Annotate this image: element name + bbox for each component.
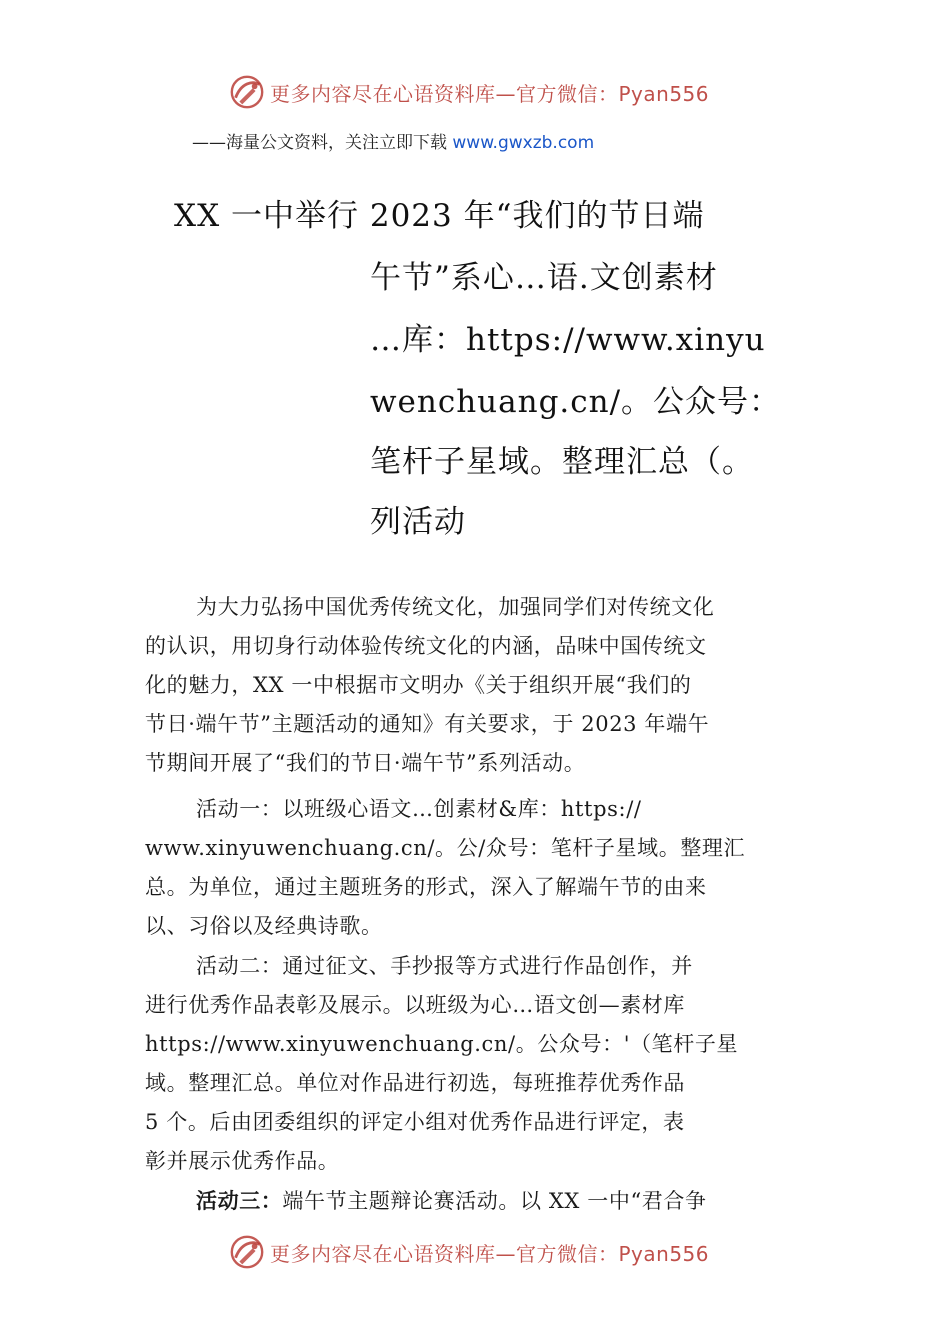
header-banner-text: 更多内容尽在心语资料库—官方微信：Pyan556 [270,81,710,106]
footer-banner-text: 更多内容尽在心语资料库—官方微信：Pyan556 [270,1241,710,1266]
paragraph3-line-4: 域。整理汇总。单位对作品进行初选，每班推荐优秀作品 [145,1071,685,1095]
paragraph1-line-1: 为大力弘扬中国优秀传统文化，加强同学们对传统文化 [196,595,715,619]
paragraph3-line-6: 彰并展示优秀作品。 [145,1149,340,1173]
paragraph3-line-5: 5 个。后由团委组织的评定小组对优秀作品进行评定，表 [145,1110,685,1134]
paragraph3-line-1: 活动二：通过征文、手抄报等方式进行作品创作，并 [196,954,693,978]
header-banner [228,72,709,112]
paragraph2-line-2: www.xinyuwenchuang.cn/。公/众号：笔杆子星域。整理汇 [145,836,746,860]
title-line-6: 列活动 [370,504,466,540]
paragraph3-line-3: https://www.xinyuwenchuang.cn/。公众号：'（笔杆子星 [145,1032,739,1056]
paragraph1-line-5: 节期间开展了“我们的节日·端午节”系列活动。 [145,751,586,775]
paragraph2-line-1: 活动一：以班级心语文…创素材&库：https:// [196,797,642,821]
paragraph4-rest: 端午节主题辩论赛活动。以 XX 一中“君合争 [282,1189,707,1213]
paragraph4-lead: 活动三： [196,1189,283,1213]
title-line-3: …库：https://www.xinyu [370,322,766,358]
paragraph4-line-1 [196,1186,806,1216]
title-line-2: 午节”系心…语.文创素材 [370,260,718,296]
download-link[interactable]: www.gwxzb.com [452,133,595,153]
download-subline [192,128,594,153]
footer-banner [228,1232,709,1272]
paragraph1-line-4: 节日·端午节”主题活动的通知》有关要求，于 2023 年端午 [145,712,710,736]
title-line-1: XX 一中举行 2023 年“我们的节日端 [174,198,705,234]
logo-icon [228,73,266,111]
paragraph2-line-4: 以、习俗以及经典诗歌。 [145,914,383,938]
logo-icon [228,1233,266,1271]
paragraph1-line-2: 的认识，用切身行动体验传统文化的内涵，品味中国传统文 [145,634,707,658]
title-line-4: wenchuang.cn/。公众号： [370,384,782,420]
title-line-5: 笔杆子星域。整理汇总（。 [370,444,754,480]
subline-prefix: ——海量公文资料，关注立即下载 [192,133,453,153]
paragraph3-line-2: 进行优秀作品表彰及展示。以班级为心…语文创—素材库 [145,993,685,1017]
paragraph1-line-3: 化的魅力，XX 一中根据市文明办《关于组织开展“我们的 [145,673,692,697]
paragraph2-line-3: 总。为单位，通过主题班务的形式，深入了解端午节的由来 [145,875,707,899]
